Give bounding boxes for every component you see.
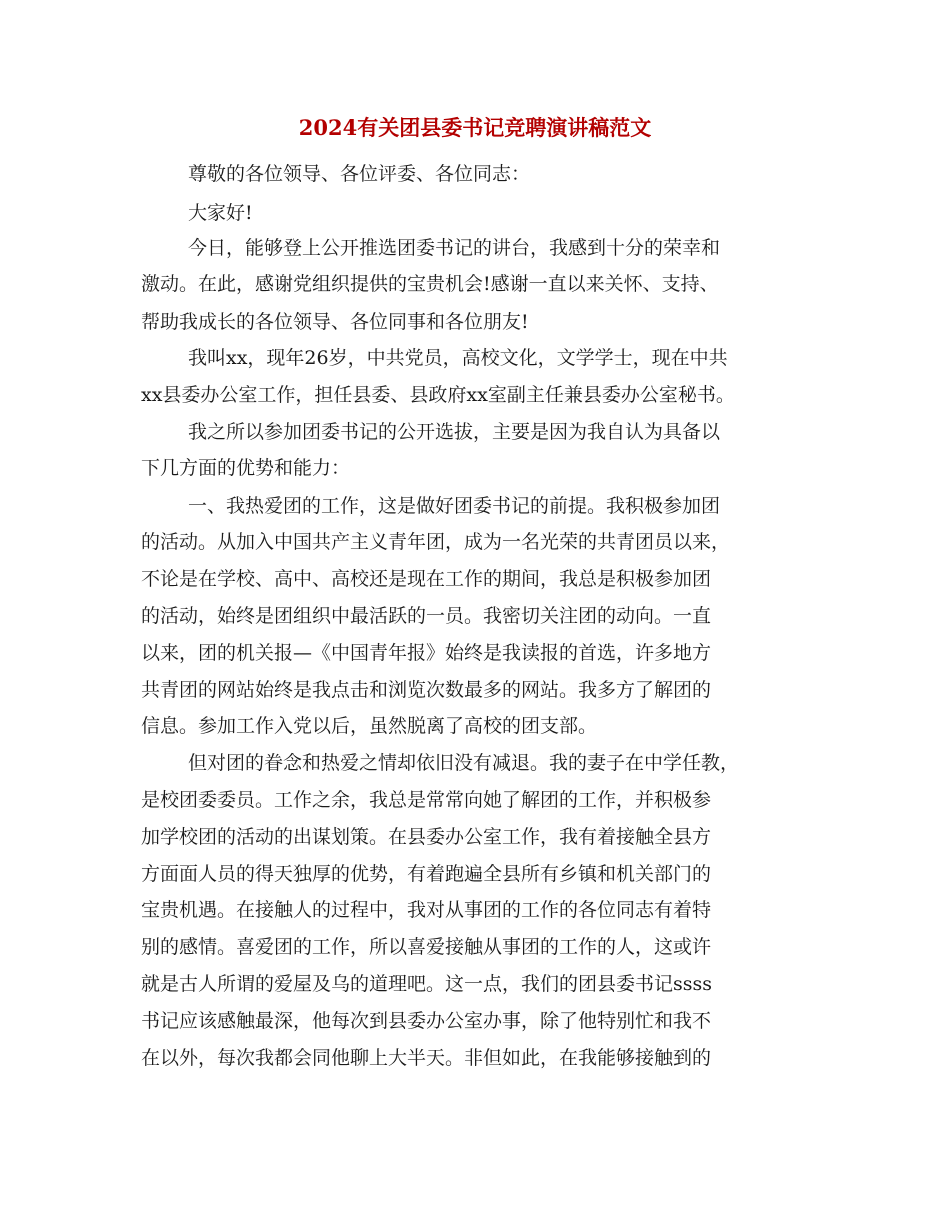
- text-line: 加学校团的活动的出谋划策。在县委办公室工作，我有着接触全县方: [141, 826, 712, 848]
- text-line: 激动。在此，感谢党组织提供的宝贵机会!感谢一直以来关怀、支持、: [141, 273, 719, 295]
- text-line: 书记应该感触最深，他每次到县委办公室办事，除了他特别忙和我不: [141, 1010, 712, 1032]
- document-title: 2024有关团县委书记竞聘演讲稿范文: [298, 115, 652, 140]
- text-line: 大家好!: [188, 202, 253, 224]
- text-line: 一、我热爱团的工作，这是做好团委书记的前提。我积极参加团: [188, 495, 721, 517]
- text-line: 信息。参加工作入党以后，虽然脱离了高校的团支部。: [141, 715, 598, 737]
- text-line: 别的感情。喜爱团的工作，所以喜爱接触从事团的工作的人，这或许: [141, 936, 712, 958]
- text-line: 共青团的网站始终是我点击和浏览次数最多的网站。我多方了解团的: [141, 679, 712, 701]
- text-line: 的活动，始终是团组织中最活跃的一员。我密切关注团的动向。一直: [141, 605, 712, 627]
- text-line: xx县委办公室工作，担任县委、县政府xx室副主任兼县委办公室秘书。: [141, 384, 735, 406]
- text-line: 我之所以参加团委书记的公开选拔，主要是因为我自认为具备以: [188, 421, 721, 443]
- text-line: 是校团委委员。工作之余，我总是常常向她了解团的工作，并积极参: [141, 789, 712, 811]
- text-line: 尊敬的各位领导、各位评委、各位同志：: [188, 163, 531, 185]
- text-line: 我叫xx，现年26岁，中共党员，高校文化，文学学士，现在中共: [188, 347, 728, 369]
- text-line: 以来，团的机关报—《中国青年报》始终是我读报的首选，许多地方: [141, 642, 712, 664]
- text-line: 今日，能够登上公开推选团委书记的讲台，我感到十分的荣幸和: [188, 237, 721, 259]
- text-line: 在以外，每次我都会同他聊上大半天。非但如此，在我能够接触到的: [141, 1047, 712, 1069]
- text-line: 的活动。从加入中国共产主义青年团，成为一名光荣的共青团员以来，: [141, 531, 731, 553]
- text-line: 但对团的眷念和热爱之情却依旧没有减退。我的妻子在中学任教，: [188, 752, 740, 774]
- text-line: 帮助我成长的各位领导、各位同事和各位朋友!: [141, 311, 529, 333]
- text-line: 不论是在学校、高中、高校还是现在工作的期间，我总是积极参加团: [141, 568, 712, 590]
- text-line: 就是古人所谓的爱屋及乌的道理吧。这一点，我们的团县委书记ssss: [141, 973, 713, 995]
- text-line: 下几方面的优势和能力：: [141, 457, 351, 479]
- text-line: 宝贵机遇。在接触人的过程中，我对从事团的工作的各位同志有着特: [141, 899, 712, 921]
- text-line: 方面面人员的得天独厚的优势，有着跑遍全县所有乡镇和机关部门的: [141, 863, 712, 885]
